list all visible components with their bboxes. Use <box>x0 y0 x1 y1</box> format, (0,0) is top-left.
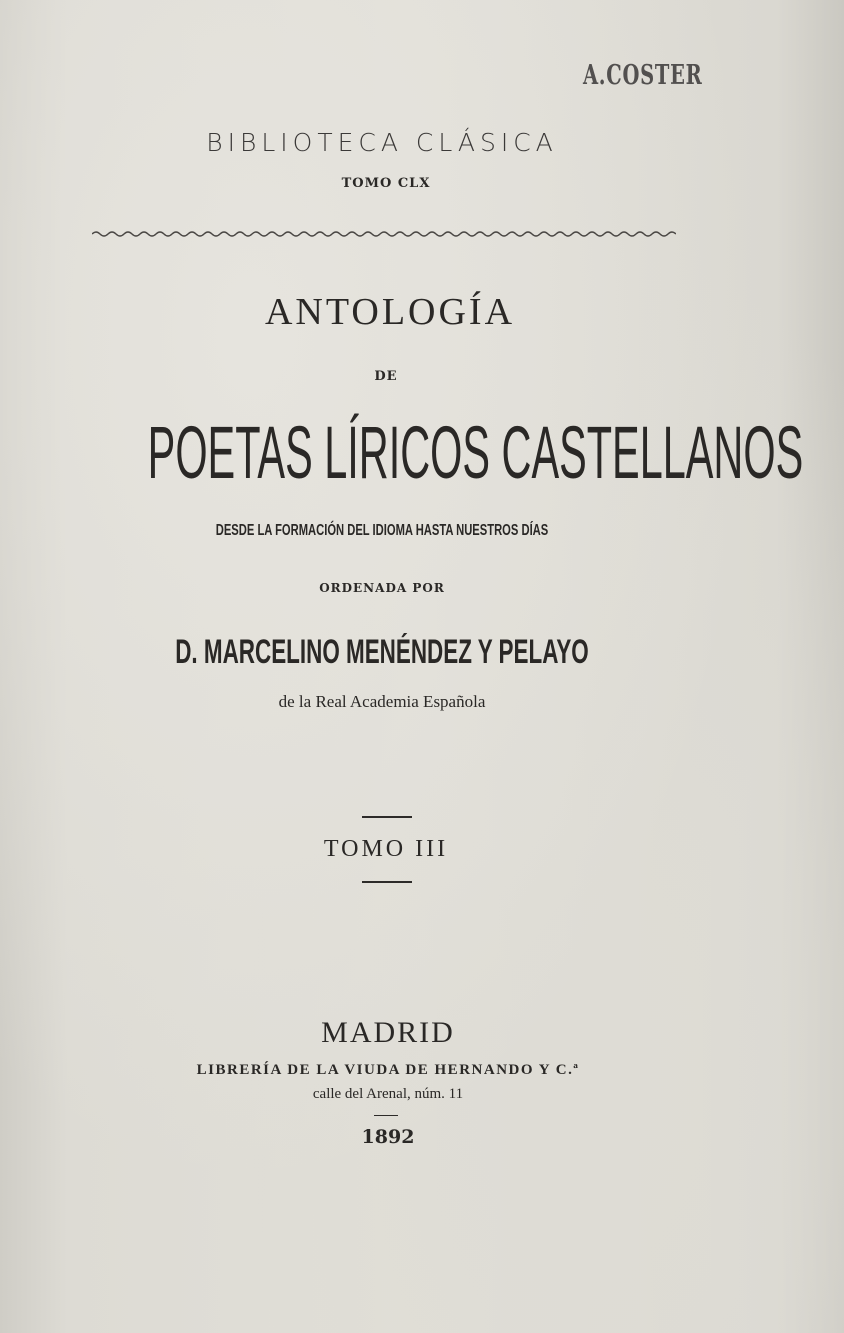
rule-above-volume <box>362 816 412 818</box>
wavy-divider <box>92 228 676 240</box>
volume-label: TOMO III <box>323 836 449 862</box>
series-volume: TOMO CLX <box>341 176 431 191</box>
owner-stamp: A.COSTER <box>583 60 703 91</box>
author-affiliation: de la Real Academia Española <box>278 692 486 711</box>
author-name: D. MARCELINO MENÉNDEZ Y PELAYO <box>175 633 589 671</box>
title-line-1: ANTOLOGÍA <box>264 291 516 333</box>
credit-intro: ORDENADA POR <box>319 581 445 595</box>
imprint-year: 1892 <box>361 1126 415 1148</box>
rule-above-year <box>374 1115 398 1116</box>
imprint-city: MADRID <box>321 1016 455 1049</box>
series-name: BIBLIOTECA CLÁSICA <box>206 128 558 157</box>
subtitle: DESDE LA FORMACIÓN DEL IDIOMA HASTA NUESTROS DÍAS <box>215 522 549 539</box>
rule-below-volume <box>362 881 412 883</box>
imprint-publisher: LIBRERÍA DE LA VIUDA DE HERNANDO Y C.ª <box>196 1062 580 1078</box>
main-title: POETAS LÍRICOS CASTELLANOS <box>147 411 804 494</box>
title-connector: DE <box>374 369 398 384</box>
imprint-address: calle del Arenal, núm. 11 <box>312 1086 464 1102</box>
